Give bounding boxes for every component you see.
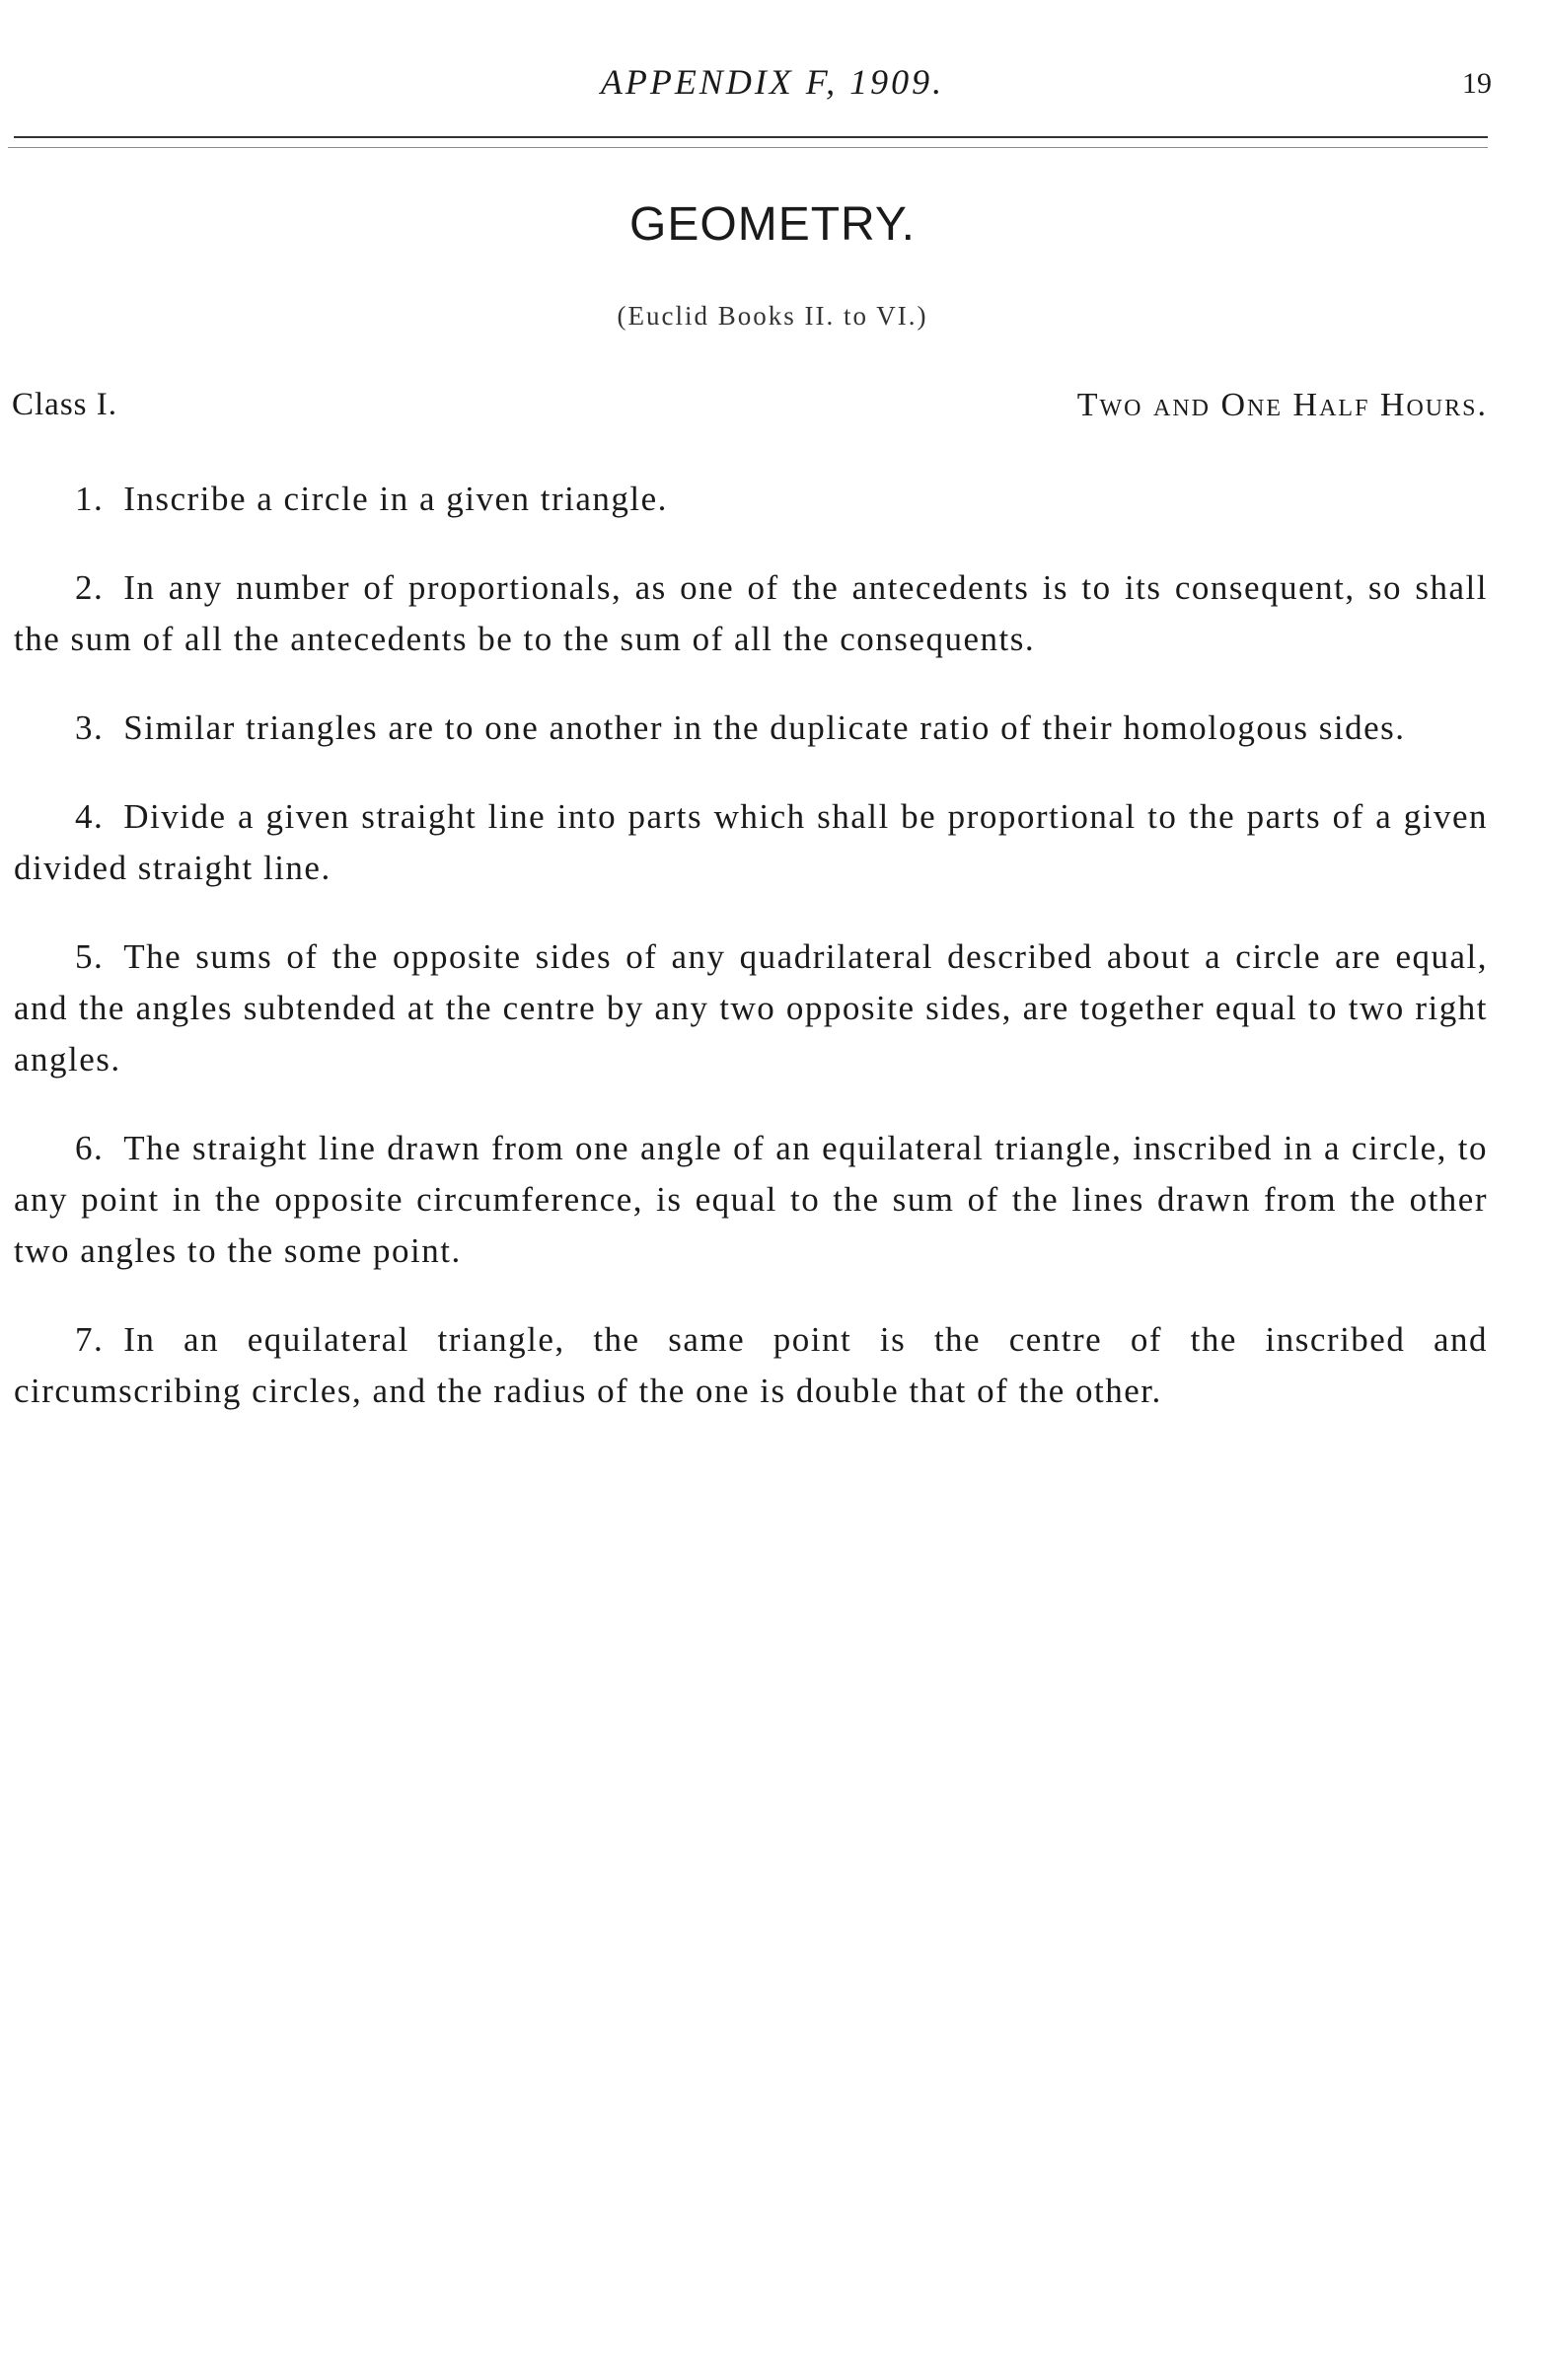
question-number: 7. xyxy=(75,1320,105,1359)
question-number: 6. xyxy=(75,1129,105,1167)
question-text: Divide a given straight line into parts which shall be proportional to the parts of a given divided straight line. xyxy=(14,797,1488,887)
section-subtitle: (Euclid Books II. to VI.) xyxy=(617,301,928,331)
question-item xyxy=(14,1314,1488,1417)
question-number: 3. xyxy=(75,708,105,747)
question-list xyxy=(14,474,1488,1454)
question-text: The straight line drawn from one angle of an equilateral triangle, inscribed in a circle, to any point in the opposite circumference, is equal to the sum of the lines drawn from the other two angles to the some point. xyxy=(14,1129,1488,1270)
running-title: APPENDIX F, 1909. xyxy=(600,62,945,102)
question-item xyxy=(14,931,1488,1085)
class-row xyxy=(0,387,1545,434)
question-text: Inscribe a circle in a given triangle. xyxy=(123,480,668,518)
page-number: 19 xyxy=(1462,67,1492,100)
question-item xyxy=(14,791,1488,894)
question-item xyxy=(14,1123,1488,1277)
question-item xyxy=(14,562,1488,665)
header-rule xyxy=(14,136,1488,138)
question-number: 5. xyxy=(75,937,105,976)
question-item xyxy=(14,474,1488,525)
running-head xyxy=(0,61,1545,120)
question-text: The sums of the opposite sides of any quadrilateral described about a circle are equal, and the angles subtended at the centre by any two opposite sides, are together equal to two right angles. xyxy=(14,937,1488,1078)
question-text: In any number of proportionals, as one of the antecedents is to its consequent, so shall the sum of all the antecedents be to the sum of all the consequents. xyxy=(14,568,1488,658)
question-number: 4. xyxy=(75,797,105,836)
question-text: In an equilateral triangle, the same point is the centre of the inscribed and circumscribing circles, and the radius of the one is double that of the other. xyxy=(14,1320,1488,1410)
header-rule-secondary xyxy=(8,147,1488,148)
question-number: 2. xyxy=(75,568,105,607)
question-number: 1. xyxy=(75,480,105,518)
section-title: GEOMETRY. xyxy=(629,198,916,251)
exam-duration: Two and One Half Hours. xyxy=(1076,387,1488,423)
question-text: Similar triangles are to one another in the duplicate ratio of their homologous sides. xyxy=(123,708,1406,747)
question-item xyxy=(14,703,1488,754)
class-label: Class I. xyxy=(12,387,117,422)
